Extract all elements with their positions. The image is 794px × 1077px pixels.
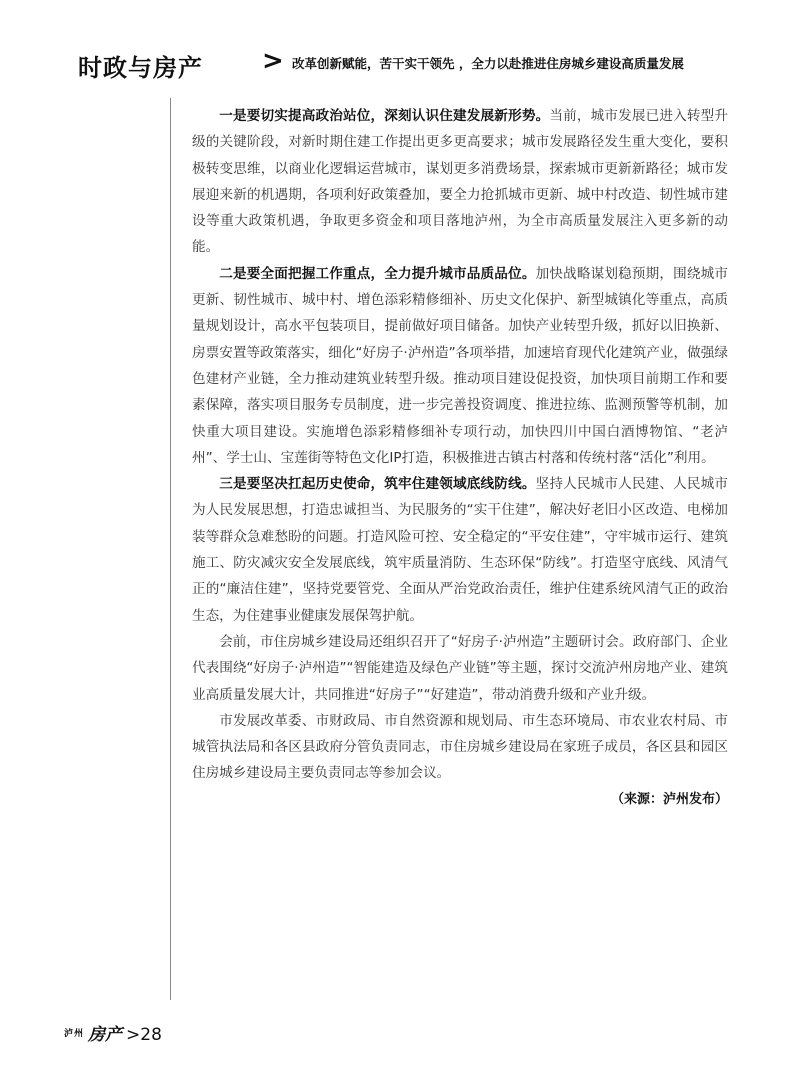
source-attribution: （来源：泸州发布） <box>610 791 728 807</box>
paragraph-text: 当前，城市发展已进入转型升级的关键阶段，对新时期住建工作提出更多更高要求；城市发展路径发生重大变化，要积极转变思维，以商业化逻辑运营城市，谋划更多消费场景，探索城市更新新路径；城市发展迎来新的机遇期，各项利好政策叠加，要全力抢抓城市更新、城中村改造、韧性城市建设等重大政策机遇，争取更多资金和项目落地泸州，为全市高质量发展注入更多新的动能。 <box>192 108 729 256</box>
section-title: 时政与房产 <box>78 54 203 82</box>
paragraph-lead: 三是要坚决扛起历史使命，筑牢住建领域底线防线。 <box>219 476 536 493</box>
paragraph-3 <box>192 471 728 629</box>
chevron-right-icon: > <box>262 46 284 76</box>
page-footer <box>64 1020 162 1046</box>
paragraph-text: 市发展改革委、市财政局、市自然资源和规划局、市生态环境局、市农业农村局、市城管执法局和各区县政府分管负责同志，市住房城乡建设局在家班子成员，各区县和园区住房城乡建设局主要负责同志等参加会议。 <box>192 712 728 782</box>
paragraph-text: 会前，市住房城乡建设局还组织召开了“好房子·泸州造”主题研讨会。政府部门、企业代表围绕“好房子·泸州造”“智能建造及绿色产业链”等主题，探讨交流泸州房地产业、建筑业高质量发展大计，共同推进“好房子”“好建造”，带动消费升级和产业升级。 <box>192 633 728 703</box>
article-headline: 改革创新赋能，苦干实干领先 ，全力以赴推进住房城乡建设高质量发展 <box>292 56 684 71</box>
magazine-city: 泸州 <box>64 1029 85 1039</box>
paragraph-1 <box>192 103 728 261</box>
article-body <box>192 103 728 813</box>
page-number: >28 <box>126 1025 162 1045</box>
column-divider <box>170 98 171 1000</box>
page-header <box>62 46 754 82</box>
paragraph-2 <box>192 261 728 471</box>
paragraph-text: 加快战略谋划稳预期，围绕城市更新、韧性城市、城中村、增色添彩精修细补、历史文化保护、新型城镇化等重点，高质量规划设计，高水平包装项目，提前做好项目储备。加快产业转型升级，抓好以旧换新、房票安置等政策落实，细化“好房子·泸州造”各项举措，加速培育现代化建筑产业，做强绿色建材产业链，全力推动建筑业转型升级。推动项目建设促投资，加快项目前期工作和要素保障，落实项目服务专员制度，进一步完善投资调度、推进拉练、监测预警等机制，加快重大项目建设。实施增色添彩精修细补专项行动，加快四川中国白酒博物馆、“老泸州”、学士山、宝莲街等特色文化IP打造，积极推进古镇古村落和传统村落“活化”利用。 <box>192 265 728 466</box>
paragraph-5 <box>192 708 728 787</box>
magazine-logo: 房产 <box>88 1025 123 1045</box>
paragraph-4 <box>192 629 728 708</box>
paragraph-text: 坚持人民城市人民建、人民城市为人民发展思想，打造忠诚担当、为民服务的“实干住建”，解决好老旧小区改造、电梯加装等群众急难愁盼的问题。打造风险可控、安全稳定的“平安住建”，守牢城市运行、建筑施工、防灾减灾安全发展底线，筑牢质量消防、生态环保“防线”。打造坚守底线、风清气正的“廉洁住建”，坚持党要管党、全面从严治党政治责任，维护住建系统风清气正的政治生态，为住建事业健康发展保驾护航。 <box>192 476 728 624</box>
paragraph-lead: 二是要全面把握工作重点，全力提升城市品质品位。 <box>219 265 536 282</box>
paragraph-lead: 一是要切实提高政治站位，深刻认识住建发展新形势。 <box>219 108 550 124</box>
